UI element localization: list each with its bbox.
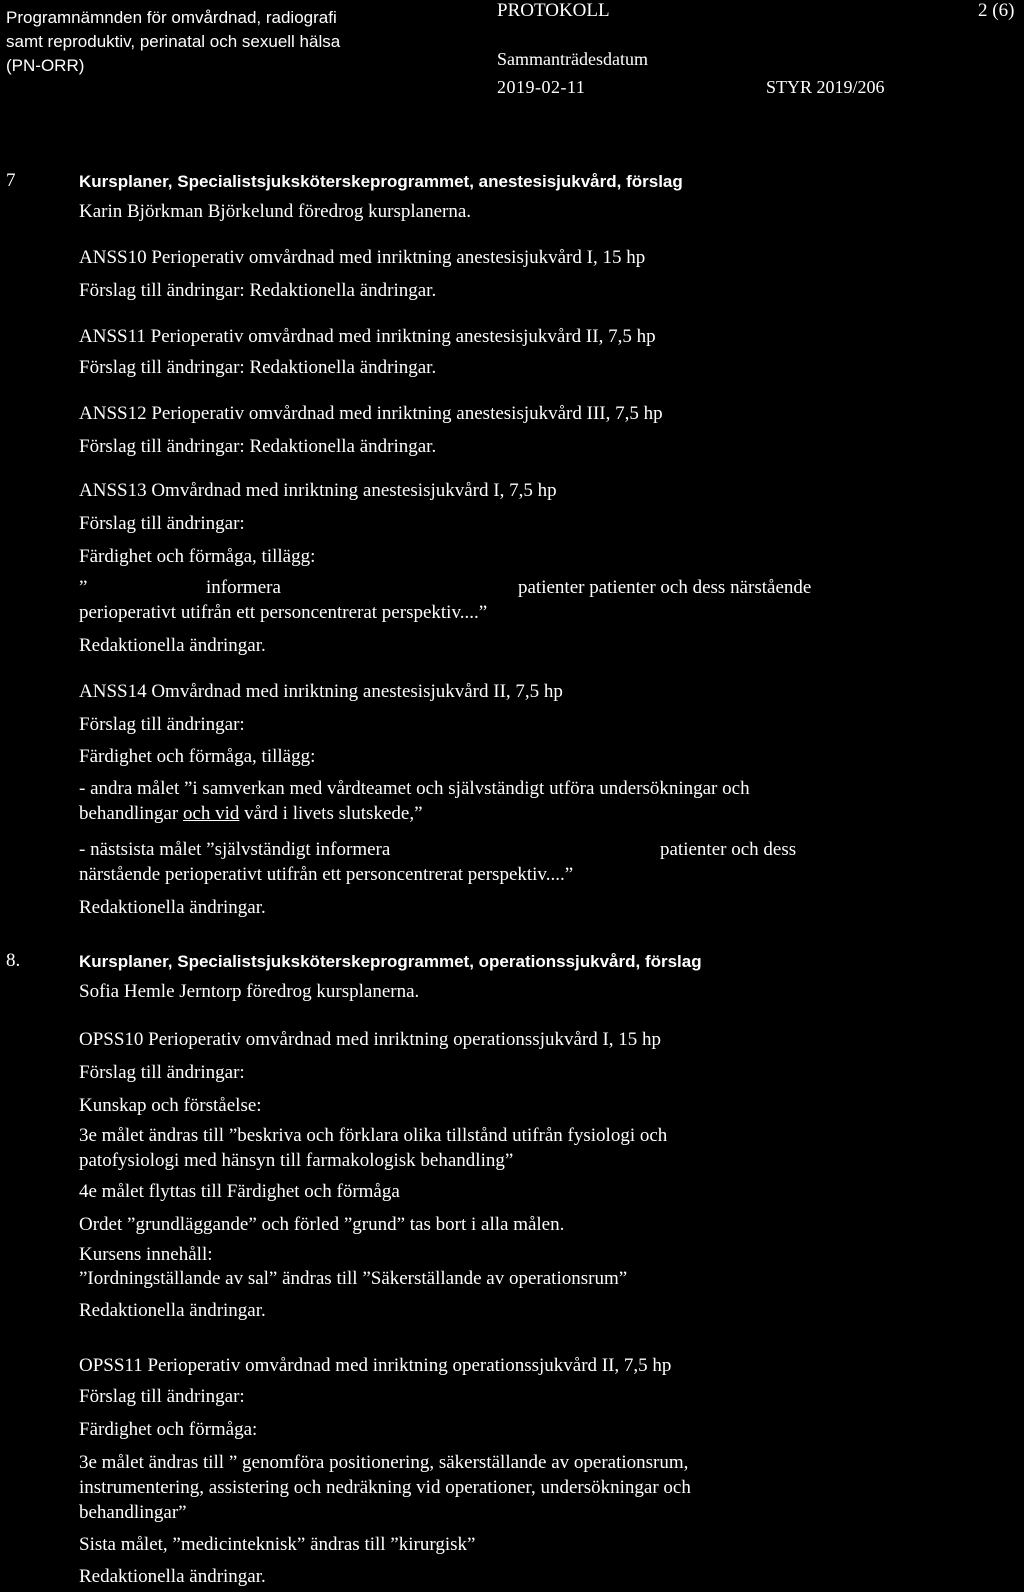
- anss12-change: Förslag till ändringar: Redaktionella ändringar.: [79, 436, 437, 457]
- anss13-line-5: Redaktionella ändringar.: [79, 635, 266, 656]
- page-number: 2 (6): [978, 0, 1015, 21]
- anss14-line-6: närstående perioperativt utifrån ett personcentrerat perspektiv....”: [79, 864, 574, 885]
- anss14-line-4-underlined: och vid: [182, 803, 240, 824]
- org-line-3: (PN-ORR): [6, 56, 85, 75]
- anss14-line-2: Färdighet och förmåga, tillägg:: [79, 746, 316, 767]
- opss10-line-4: patofysiologi med hänsyn till farmakologisk behandling”: [79, 1150, 514, 1171]
- meeting-date: 2019-02-11: [497, 77, 586, 97]
- opss10-line-5: 4e målet flyttas till Färdighet och förmåga: [79, 1181, 400, 1202]
- anss14-line-5a: - nästsista målet ”självständigt informera: [79, 839, 391, 860]
- opss10-line-1: Förslag till ändringar:: [79, 1062, 245, 1083]
- anss13-line-4: perioperativt utifrån ett personcentrerat perspektiv....”: [79, 602, 488, 623]
- org-line-1: Programnämnden för omvårdnad, radiografi: [6, 8, 337, 27]
- opss10-line-6: Ordet ”grundläggande” och förled ”grund” tas bort i alla målen.: [79, 1214, 565, 1235]
- opss10-line-2: Kunskap och förståelse:: [79, 1095, 262, 1116]
- opss10-line-8: ”Iordningställande av sal” ändras till ”Säkerställande av operationsrum”: [79, 1268, 628, 1289]
- section-8-title: Kursplaner, Specialistsjuksköterskeprogrammet, operationssjukvård, förslag: [79, 952, 702, 971]
- anss14-line-4: [79, 802, 423, 826]
- anss14-line-5b: patienter och dess: [660, 839, 797, 860]
- anss13-line-2: Färdighet och förmåga, tillägg:: [79, 546, 316, 567]
- opss10-line-3: 3e målet ändras till ”beskriva och förklara olika tillstånd utifrån fysiologi och: [79, 1125, 668, 1146]
- reference-number: STYR 2019/206: [766, 77, 885, 97]
- opss11-title: OPSS11 Perioperativ omvårdnad med inriktning operationssjukvård II, 7,5 hp: [79, 1355, 672, 1376]
- meeting-date-label: Sammanträdesdatum: [497, 49, 648, 69]
- section-8-number: 8.: [6, 950, 21, 971]
- anss13-quote-rest: patienter patienter och dess närstående: [518, 577, 812, 598]
- opss11-line-5: behandlingar”: [79, 1502, 187, 1523]
- opss11-line-4: instrumentering, assistering och nedräkning vid operationer, undersökningar och: [79, 1477, 691, 1498]
- opss10-title: OPSS10 Perioperativ omvårdnad med inriktning operationssjukvård I, 15 hp: [79, 1029, 662, 1050]
- opss10-line-9: Redaktionella ändringar.: [79, 1300, 266, 1321]
- anss13-title: ANSS13 Omvårdnad med inriktning anestesisjukvård I, 7,5 hp: [79, 480, 557, 501]
- opss11-line-1: Förslag till ändringar:: [79, 1386, 245, 1407]
- opss11-line-2: Färdighet och förmåga:: [79, 1419, 258, 1440]
- anss12-title: ANSS12 Perioperativ omvårdnad med inriktning anestesisjukvård III, 7,5 hp: [79, 403, 663, 424]
- anss10-title: ANSS10 Perioperativ omvårdnad med inriktning anestesisjukvård I, 15 hp: [79, 247, 646, 268]
- org-line-2: samt reproduktiv, perinatal och sexuell hälsa: [6, 32, 341, 51]
- opss11-line-7: Redaktionella ändringar.: [79, 1566, 266, 1587]
- anss14-line-4a: behandlingar: [79, 803, 183, 824]
- anss14-line-4c: vård i livets slutskede,”: [239, 803, 423, 824]
- opss10-line-7: Kursens innehåll:: [79, 1244, 213, 1265]
- anss14-line-1: Förslag till ändringar:: [79, 714, 245, 735]
- section-7-number: 7: [6, 170, 16, 191]
- organization-name: [6, 6, 340, 78]
- opss11-line-3: 3e målet ändras till ” genomföra positionering, säkerställande av operationsrum,: [79, 1452, 689, 1473]
- section-7-title: Kursplaner, Specialistsjuksköterskeprogrammet, anestesisjukvård, förslag: [79, 172, 683, 191]
- opss11-line-6: Sista målet, ”medicinteknisk” ändras till ”kirurgisk”: [79, 1534, 476, 1555]
- anss13-line-1: Förslag till ändringar:: [79, 513, 245, 534]
- anss14-line-7: Redaktionella ändringar.: [79, 897, 266, 918]
- anss11-change: Förslag till ändringar: Redaktionella ändringar.: [79, 357, 437, 378]
- anss10-change: Förslag till ändringar: Redaktionella ändringar.: [79, 280, 437, 301]
- anss14-title: ANSS14 Omvårdnad med inriktning anestesisjukvård II, 7,5 hp: [79, 681, 563, 702]
- section-7-intro: Karin Björkman Björkelund föredrog kursplanerna.: [79, 201, 472, 222]
- anss13-quote-open: ”: [79, 577, 88, 598]
- document-type: PROTOKOLL: [497, 0, 610, 21]
- section-8-intro: Sofia Hemle Jerntorp föredrog kursplanerna.: [79, 981, 420, 1002]
- anss13-quote-word: informera: [206, 577, 281, 598]
- anss11-title: ANSS11 Perioperativ omvårdnad med inriktning anestesisjukvård II, 7,5 hp: [79, 326, 656, 347]
- anss14-line-3: - andra målet ”i samverkan med vårdteamet och självständigt utföra undersökningar och: [79, 778, 750, 799]
